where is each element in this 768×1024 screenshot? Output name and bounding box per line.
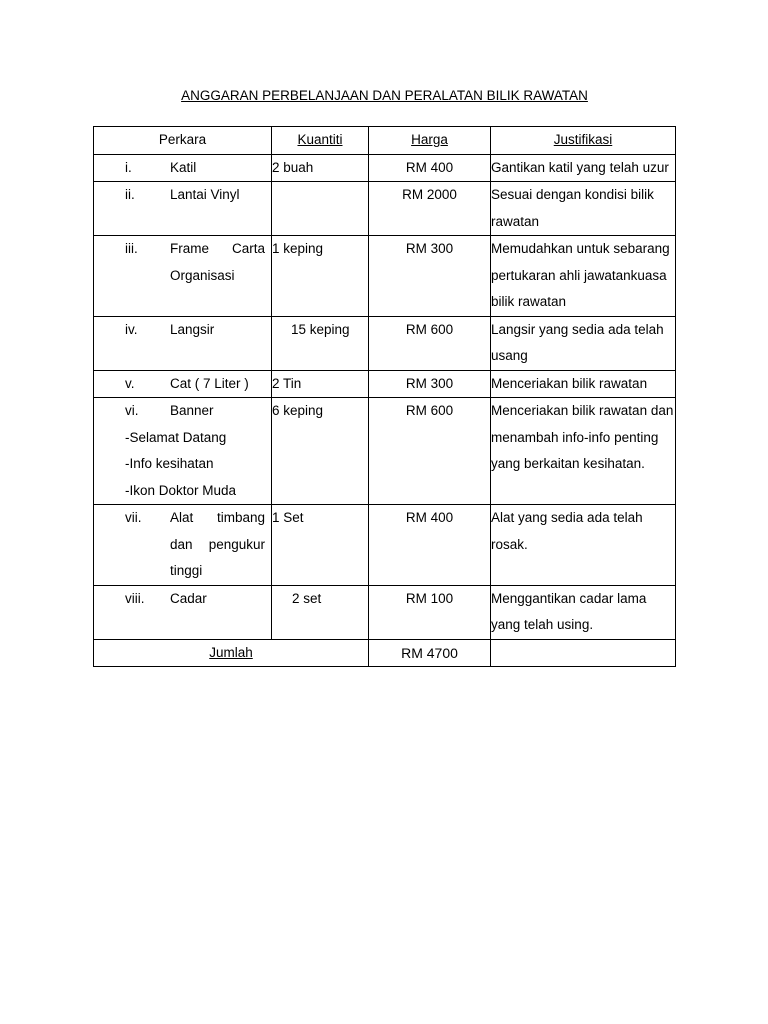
row-price: RM 400 — [369, 154, 491, 182]
row-item: Cat ( 7 Liter ) — [170, 375, 249, 391]
row-number: vi. — [125, 403, 139, 418]
row-justification: Langsir yang sedia ada telah usang — [491, 316, 676, 370]
row-sub-item: -Info kesihatan — [125, 456, 214, 471]
row-price: RM 600 — [369, 316, 491, 370]
row-qty: 15 keping — [272, 316, 369, 370]
row-price: RM 300 — [369, 236, 491, 317]
header-justifikasi: Justifikasi — [491, 127, 676, 155]
row-number: viii. — [125, 590, 145, 606]
row-price: RM 300 — [369, 370, 491, 398]
row-item: Cadar — [170, 590, 207, 606]
row-justification: Gantikan katil yang telah uzur — [491, 154, 676, 182]
row-qty: 1 keping — [272, 236, 369, 317]
row-qty: 6 keping — [272, 398, 369, 505]
document-title: ANGGARAN PERBELANJAAN DAN PERALATAN BILIK RAWATAN — [181, 88, 588, 103]
header-harga: Harga — [369, 127, 491, 155]
row-item: Alat timbang dan pengukur tinggi — [170, 510, 265, 578]
row-sub-item: -Ikon Doktor Muda — [125, 482, 237, 498]
table-row — [94, 505, 676, 586]
row-number: v. — [125, 375, 135, 391]
row-justification: Alat yang sedia ada telah rosak. — [491, 505, 676, 586]
row-number: iv. — [125, 321, 138, 337]
row-perkara — [94, 182, 272, 236]
row-item: Banner — [170, 403, 214, 418]
row-number: iii. — [125, 241, 138, 256]
row-price: RM 100 — [369, 585, 491, 639]
row-qty: 2 Tin — [272, 370, 369, 398]
table-header-row — [94, 127, 676, 155]
row-item: Langsir — [170, 321, 215, 337]
table-total-row — [94, 639, 676, 667]
row-perkara — [94, 398, 272, 505]
row-perkara — [94, 370, 272, 398]
row-qty: 1 Set — [272, 505, 369, 586]
row-perkara — [94, 505, 272, 586]
row-price: RM 2000 — [369, 182, 491, 236]
row-perkara — [94, 236, 272, 317]
row-number: i. — [125, 159, 132, 175]
row-justification: Menceriakan bilik rawatan — [491, 370, 676, 398]
row-price: RM 600 — [369, 398, 491, 505]
row-item: Frame Carta Organisasi — [170, 241, 265, 283]
row-price: RM 400 — [369, 505, 491, 586]
row-sub-item: -Selamat Datang — [125, 429, 227, 445]
row-justification: Sesuai dengan kondisi bilik rawatan — [491, 182, 676, 236]
row-justification: Memudahkan untuk sebarang pertukaran ahli jawatankuasa bilik rawatan — [491, 236, 676, 317]
row-number: vii. — [125, 510, 142, 525]
budget-table — [93, 126, 676, 667]
row-perkara — [94, 585, 272, 639]
row-number: ii. — [125, 187, 135, 202]
row-qty — [272, 182, 369, 236]
row-item: Katil — [170, 159, 197, 175]
row-justification: Menggantikan cadar lama yang telah using. — [491, 585, 676, 639]
header-kuantiti: Kuantiti — [272, 127, 369, 155]
table-row — [94, 398, 676, 505]
header-perkara: Perkara — [94, 127, 272, 155]
table-row — [94, 316, 676, 370]
total-empty-cell — [491, 639, 676, 667]
row-qty: 2 buah — [272, 154, 369, 182]
table-row — [94, 585, 676, 639]
total-value: RM 4700 — [369, 639, 491, 667]
table-row — [94, 236, 676, 317]
table-row — [94, 154, 676, 182]
row-qty: 2 set — [272, 585, 369, 639]
table-row — [94, 370, 676, 398]
total-label: Jumlah — [94, 639, 369, 667]
row-item: Lantai Vinyl — [170, 187, 240, 202]
row-perkara — [94, 316, 272, 370]
table-row — [94, 182, 676, 236]
row-perkara — [94, 154, 272, 182]
row-justification: Menceriakan bilik rawatan dan menambah info-info penting yang berkaitan kesihatan. — [491, 398, 676, 505]
